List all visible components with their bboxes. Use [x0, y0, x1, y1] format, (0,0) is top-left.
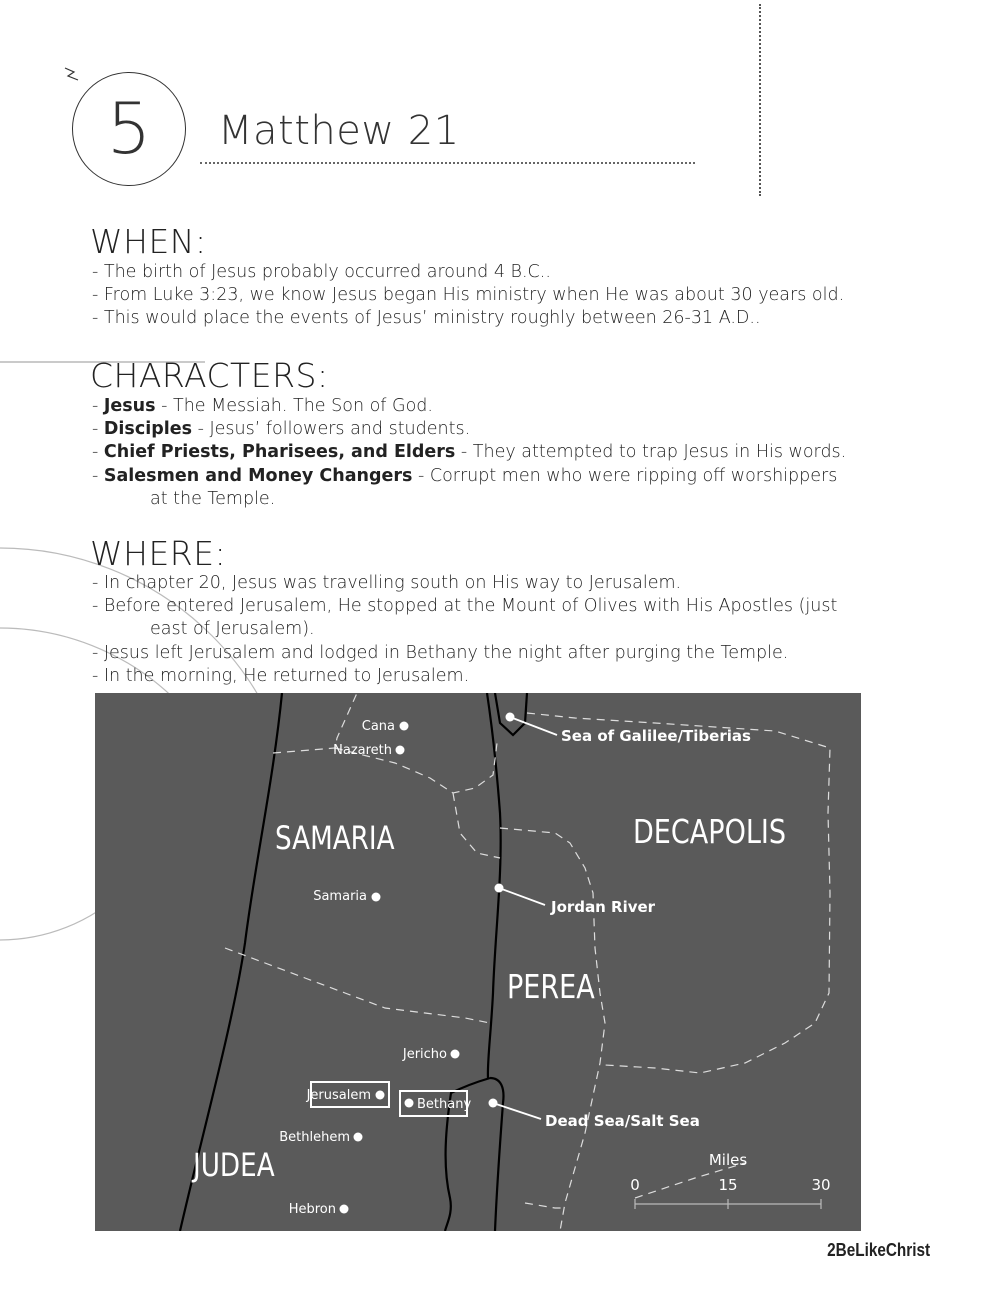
character-desc: - They attempted to trap Jesus in His words.: [455, 442, 847, 463]
footer-brand: 2BeLikeChrist: [827, 1240, 930, 1260]
place-label-cana: Cana: [361, 719, 395, 734]
region-label-judea: JUDEA: [193, 1146, 275, 1184]
region-label-decapolis: DECAPOLIS: [633, 813, 787, 852]
characters-list: [92, 395, 846, 511]
where-list: [92, 572, 837, 688]
list-item: - Chief Priests, Pharisees, and Elders - They attempted to trap Jesus in His words.: [92, 442, 847, 463]
feature-label-sea-of-galilee: Sea of Galilee/Tiberias: [561, 727, 751, 745]
list-item-continuation: at the Temple.: [150, 488, 276, 509]
feature-label-dead-sea: Dead Sea/Salt Sea: [545, 1112, 700, 1130]
place-label-bethany: Bethany: [417, 1097, 472, 1112]
character-desc: - Jesus’ followers and students.: [192, 419, 471, 440]
when-list: [92, 261, 844, 331]
list-item: - In chapter 20, Jesus was travelling south on His way to Jerusalem.: [92, 573, 682, 593]
list-item: - In the morning, He returned to Jerusalem.: [92, 665, 470, 686]
character-desc: - Corrupt men who were ripping off worshippers: [412, 465, 838, 486]
region-map: [95, 693, 861, 1231]
where-heading: WHERE:: [90, 534, 227, 573]
character-name: Chief Priests, Pharisees, and Elders: [103, 442, 456, 463]
place-label-bethlehem: Bethlehem: [279, 1130, 350, 1145]
list-item-continuation: east of Jerusalem).: [150, 619, 315, 640]
scale-tick-label: 15: [718, 1176, 738, 1194]
character-name: Disciples: [103, 419, 193, 440]
list-item: - Jesus - The Messiah. The Son of God.: [92, 396, 433, 416]
chapter-number: 5: [106, 88, 152, 170]
map-canvas: [95, 693, 861, 1231]
location-dots: [340, 713, 515, 1214]
chapter-number-badge: [72, 72, 186, 186]
vertical-dotted-rule: [759, 4, 761, 196]
when-heading: WHEN:: [90, 222, 207, 261]
list-item: - This would place the events of Jesus’ ministry roughly between 26-31 A.D..: [92, 308, 761, 329]
list-item: - Disciples - Jesus’ followers and students.: [92, 419, 471, 440]
character-name: Salesmen and Money Changers: [103, 465, 413, 486]
scale-tick-label: 30: [811, 1176, 831, 1194]
title-underline: [200, 162, 695, 164]
list-item: - Before entered Jerusalem, He stopped at the Mount of Olives with His Apostles (just: [92, 596, 838, 617]
place-label-jericho: Jericho: [402, 1047, 447, 1062]
corner-mark-icon: [62, 64, 82, 84]
place-label-samaria: Samaria: [313, 889, 367, 904]
character-name: Jesus: [103, 396, 156, 416]
characters-heading: CHARACTERS:: [90, 356, 329, 395]
place-label-jerusalem: Jerusalem: [306, 1088, 371, 1103]
place-label-nazareth: Nazareth: [333, 743, 392, 758]
scale-unit-label: Miles: [708, 1151, 748, 1169]
list-item: - Jesus left Jerusalem and lodged in Bethany the night after purging the Temple.: [92, 642, 789, 663]
place-label-hebron: Hebron: [288, 1202, 336, 1217]
pointer-lines: [493, 717, 557, 1119]
region-label-perea: PEREA: [507, 968, 595, 1007]
scale-bar: [635, 1199, 821, 1209]
character-desc: - The Messiah. The Son of God.: [155, 396, 433, 416]
list-item: - Salesmen and Money Changers - Corrupt men who were ripping off worshippers: [92, 465, 838, 486]
list-item: - The birth of Jesus probably occurred around 4 B.C..: [92, 262, 551, 282]
list-item: - From Luke 3:23, we know Jesus began His ministry when He was about 30 years old.: [92, 285, 845, 306]
map-labels: [191, 719, 830, 1217]
region-label-samaria: SAMARIA: [275, 819, 395, 857]
feature-label-jordan-river: Jordan River: [551, 898, 656, 916]
scale-tick-label: 0: [630, 1176, 640, 1194]
page-title: Matthew 21: [218, 108, 460, 154]
